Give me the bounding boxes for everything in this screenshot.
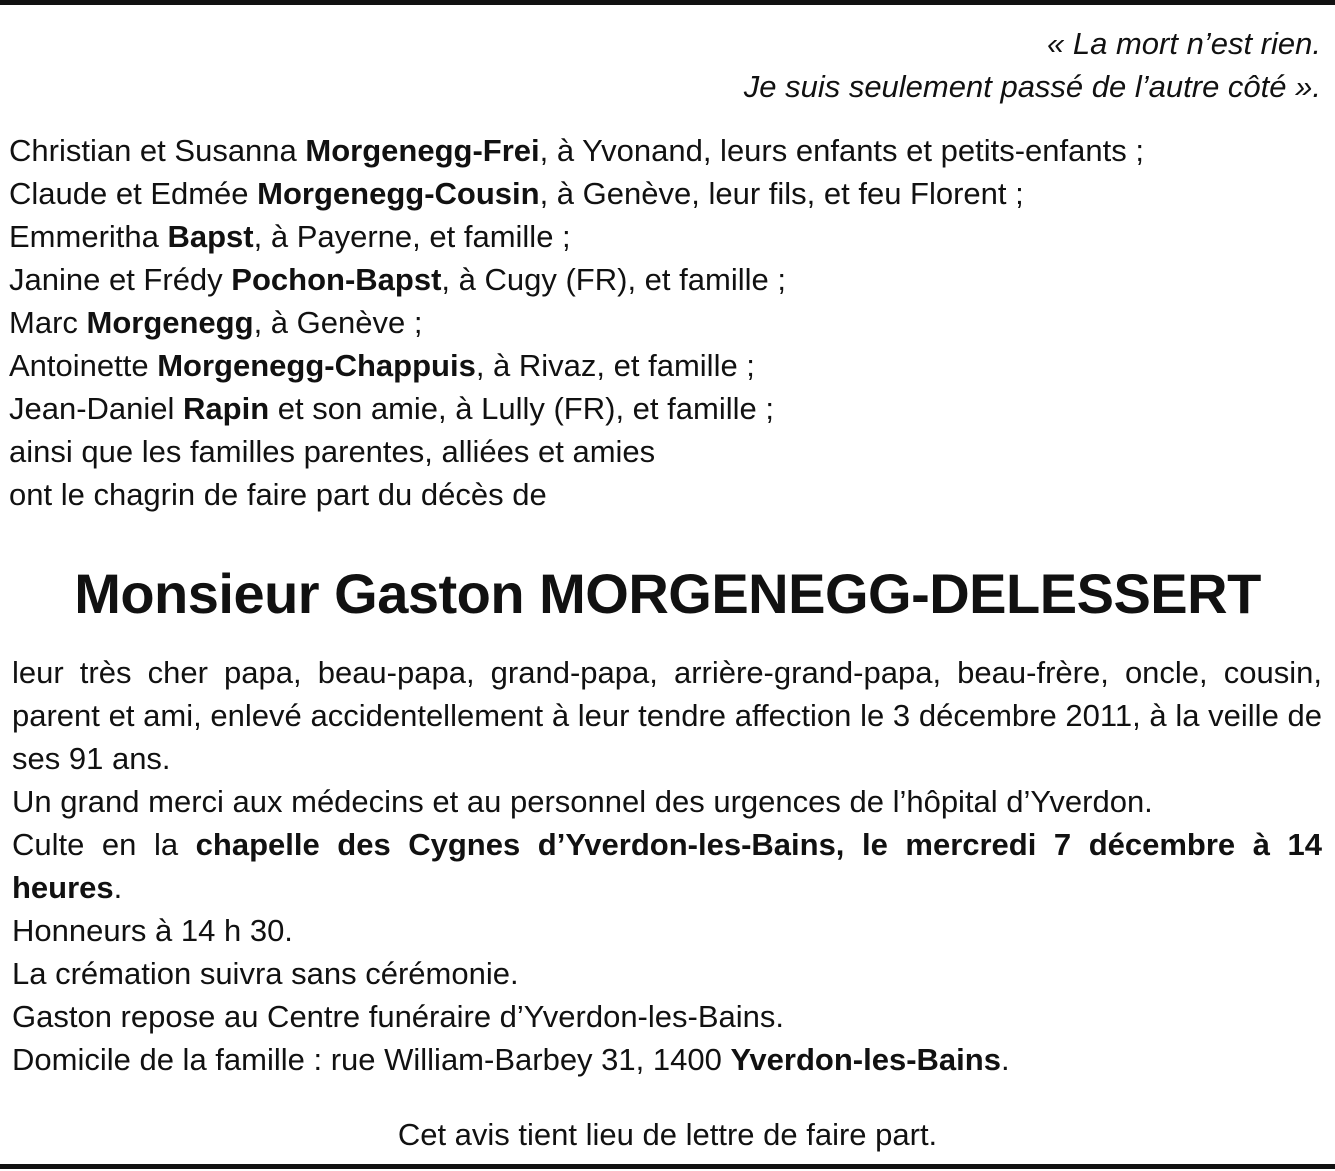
family-line: Christian et Susanna Morgenegg-Frei, à Yvonand, leurs enfants et petits-enfants ; [9,133,1144,168]
family-line: Antoinette Morgenegg-Chappuis, à Rivaz, et famille ; [9,348,755,383]
cremation-line: La crémation suivra sans cérémonie. [12,956,519,991]
family-line: Emmeritha Bapst, à Payerne, et famille ; [9,219,571,254]
thanks-line: Un grand merci aux médecins et au personnel des urgences de l’hôpital d’Yverdon. [12,784,1153,819]
top-border-rule [0,0,1335,5]
family-line: Jean-Daniel Rapin et son amie, à Lully (FR), et famille ; [9,391,774,426]
domicile-line: Domicile de la famille : rue William-Barbey 31, 1400 Yverdon-les-Bains. [12,1042,1010,1077]
epigraph-line-2: Je suis seulement passé de l’autre côté ». [743,69,1321,104]
family-line: Janine et Frédy Pochon-Bapst, à Cugy (FR), et famille ; [9,262,786,297]
service-paragraph: Culte en la chapelle des Cygnes d’Yverdon-les-Bains, le mercredi 7 décembre à 14 heures. [12,827,1322,905]
honours-line: Honneurs à 14 h 30. [12,913,293,948]
epigraph-line-1: « La mort n’est rien. [1047,26,1321,61]
family-line: Claude et Edmée Morgenegg-Cousin, à Genève, leur fils, et feu Florent ; [9,176,1024,211]
deceased-name-heading: Monsieur Gaston MORGENEGG-DELESSERT [74,562,1261,625]
closing-note: Cet avis tient lieu de lettre de faire part. [397,1117,938,1152]
epigraph-quote [744,22,1321,108]
family-line: ont le chagrin de faire part du décès de [9,477,547,512]
family-list [9,129,1329,516]
family-line: Marc Morgenegg, à Genève ; [9,305,423,340]
notice-body [12,651,1322,1081]
bottom-border-rule [0,1164,1335,1169]
family-line: ainsi que les familles parentes, alliées et amies [9,434,656,469]
tribute-paragraph: leur très cher papa, beau-papa, grand-papa, arrière-grand-papa, beau-frère, oncle, cousin, parent et ami, enlevé accidentellement à leur tendre affection le 3 décembre 2011, à la veille de ses 91 ans. [12,655,1322,776]
repose-line: Gaston repose au Centre funéraire d’Yverdon-les-Bains. [12,999,784,1034]
